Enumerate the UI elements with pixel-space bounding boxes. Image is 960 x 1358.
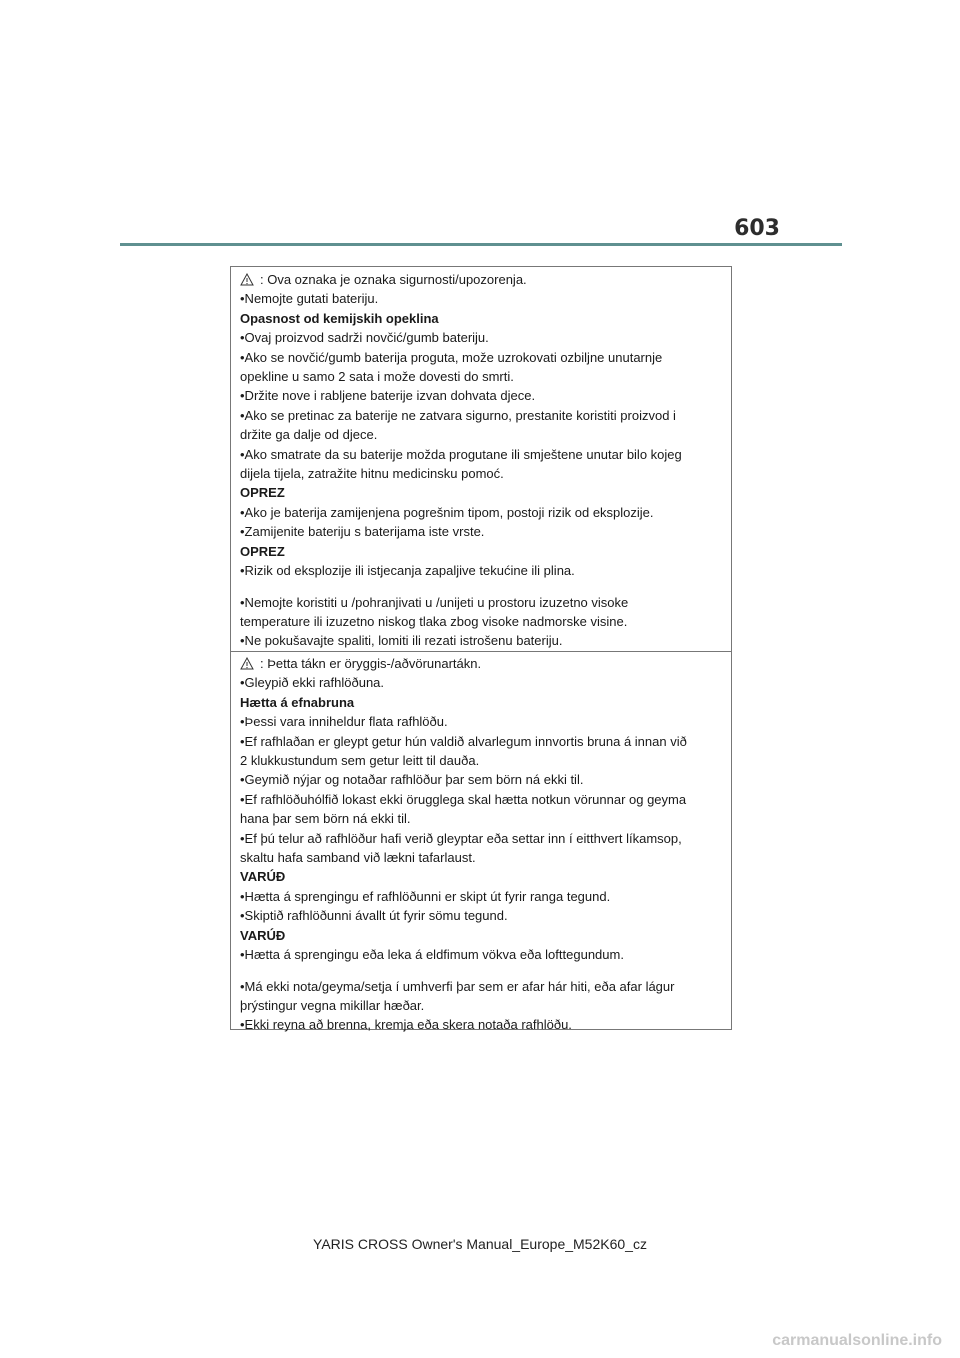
text-line: •Ako se novčić/gumb baterija proguta, može uzrokovati ozbiljne unutarnje	[240, 349, 663, 365]
text-line: •Ef þú telur að rafhlöður hafi verið gleyptar eða settar inn í eitthvert líkamsop,	[240, 830, 682, 846]
spacer	[240, 581, 720, 593]
caution-heading: OPREZ	[240, 543, 285, 559]
symbol-line	[240, 270, 720, 289]
text-line: •Má ekki nota/geyma/setja í umhverfi þar sem er afar hár hiti, eða afar lágur	[240, 978, 675, 994]
header-rule	[120, 243, 842, 246]
symbol-line-text: : Þetta tákn er öryggis-/aðvörunartákn.	[260, 656, 482, 671]
section-heading: Hætta á efnabruna	[240, 694, 355, 710]
warning-triangle-icon	[240, 657, 254, 670]
text-line: •Hætta á sprengingu eða leka á eldfimum vökva eða lofttegundum.	[240, 947, 624, 963]
text-line: •Ef rafhlaðan er gleypt getur hún valdið alvarlegum innvortis bruna á innan við	[240, 733, 687, 749]
icelandic-warning-text	[240, 654, 720, 1035]
symbol-line-text: : Ova oznaka je oznaka sigurnosti/upozorenja.	[260, 272, 527, 287]
caution-heading: VARÚÐ	[240, 927, 286, 943]
text-line: •Zamijenite bateriju s baterijama iste vrste.	[240, 524, 485, 540]
caution-heading: OPREZ	[240, 485, 285, 501]
warning-triangle-icon	[240, 273, 254, 286]
text-line: temperature ili izuzetno niskog tlaka zbog visoke nadmorske visine.	[240, 613, 628, 629]
text-line: •Gleypið ekki rafhlöðuna.	[240, 675, 385, 691]
text-line: •Ovaj proizvod sadrži novčić/gumb bateriju.	[240, 330, 489, 346]
text-line: •Ako smatrate da su baterije možda progutane ili smještene unutar bilo kojeg	[240, 446, 682, 462]
page-number: 603	[734, 216, 780, 241]
croatian-warning-text	[240, 270, 720, 651]
watermark: carmanualsonline.info	[772, 1332, 942, 1349]
text-line: •Skiptið rafhlöðunni ávallt út fyrir sömu tegund.	[240, 908, 508, 924]
text-line: •Ne pokušavajte spaliti, lomiti ili rezati istrošenu bateriju.	[240, 633, 563, 649]
text-line: •Rizik od eksplozije ili istjecanja zapaljive tekućine ili plina.	[240, 563, 575, 579]
text-line: •Ako je baterija zamijenjena pogrešnim tipom, postoji rizik od eksplozije.	[240, 504, 654, 520]
spacer	[240, 965, 720, 977]
text-line: •Ako se pretinac za baterije ne zatvara sigurno, prestanite koristiti proizvod i	[240, 407, 676, 423]
text-line: •Hætta á sprengingu ef rafhlöðunni er skipt út fyrir ranga tegund.	[240, 888, 611, 904]
text-line: •Nemojte gutati bateriju.	[240, 291, 379, 307]
symbol-line	[240, 654, 720, 673]
text-line: skaltu hafa samband við lækni tafarlaust.	[240, 850, 476, 866]
text-line: dijela tijela, zatražite hitnu medicinsku pomoć.	[240, 466, 504, 482]
text-line: opekline u samo 2 sata i može dovesti do smrti.	[240, 369, 514, 385]
caution-heading: VARÚÐ	[240, 869, 286, 885]
text-line: •Geymið nýjar og notaðar rafhlöður þar sem börn ná ekki til.	[240, 772, 584, 788]
text-line: •Ekki reyna að brenna, kremja eða skera notaða rafhlöðu.	[240, 1017, 572, 1033]
text-line: •Držite nove i rabljene baterije izvan dohvata djece.	[240, 388, 536, 404]
text-line: 2 klukkustundum sem getur leitt til dauða.	[240, 753, 480, 769]
footer-manual-id: YARIS CROSS Owner's Manual_Europe_M52K60_cz	[313, 1236, 647, 1252]
text-line: þrýstingur vegna mikillar hæðar.	[240, 997, 425, 1013]
text-line: hana þar sem börn ná ekki til.	[240, 811, 411, 827]
text-line: •Ef rafhlöðuhólfið lokast ekki örugglega skal hætta notkun vörunnar og geyma	[240, 791, 687, 807]
section-heading: Opasnost od kemijskih opeklina	[240, 310, 439, 326]
text-line: držite ga dalje od djece.	[240, 427, 378, 443]
text-line: •Þessi vara inniheldur flata rafhlöðu.	[240, 714, 448, 730]
text-line: •Nemojte koristiti u /pohranjivati u /unijeti u prostoru izuzetno visoke	[240, 594, 629, 610]
